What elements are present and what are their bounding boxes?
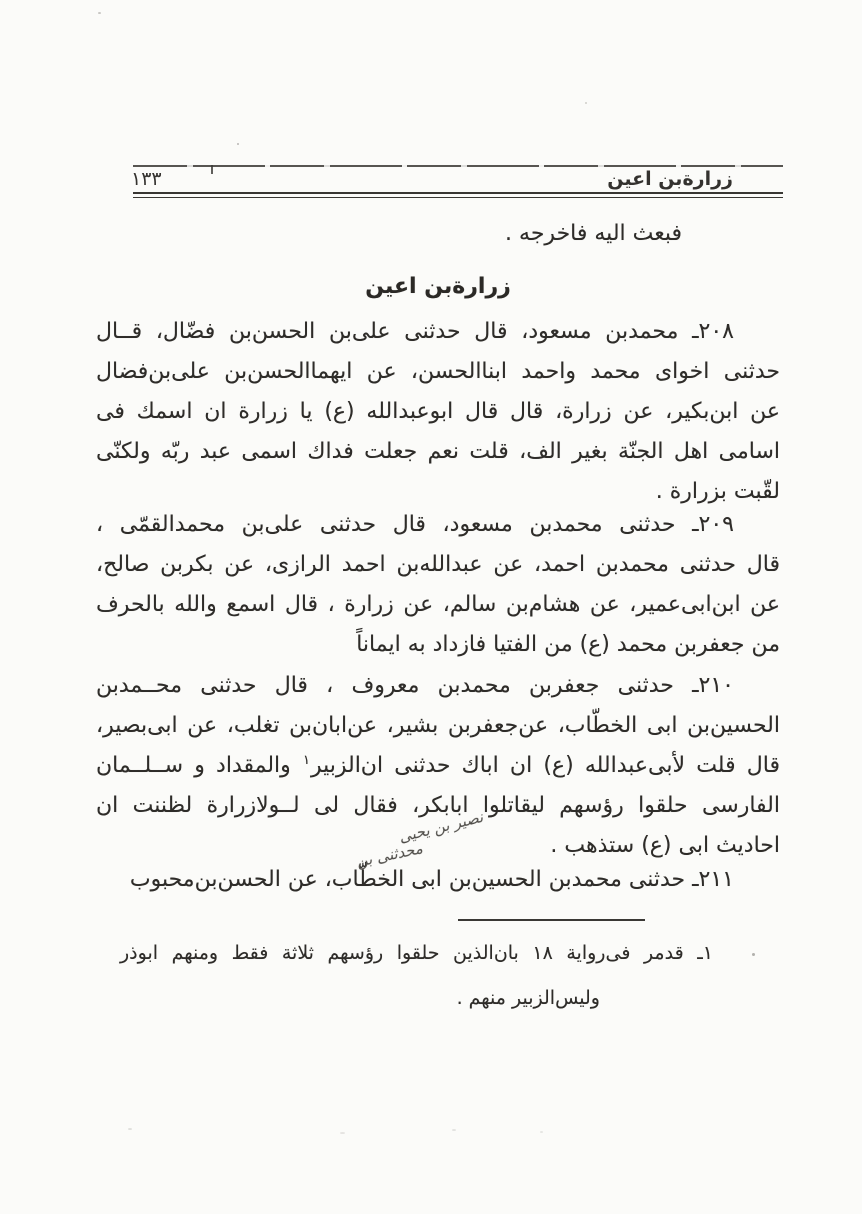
scan-speck (585, 102, 587, 104)
paragraph-line: حدثنى اخواى محمد واحمد ابناالحسن، عن ايهماالحسن‌بن على‌بن‌فضال (96, 359, 780, 384)
paragraph-line: عن ابن‌ابى‌عمير، عن هشام‌بن سالم، عن زرارة ، قال اسمع والله بالحرف (96, 592, 780, 617)
handwritten-annotation: محدثنى بن (354, 839, 425, 871)
paragraph-line-part: والمقداد و ســلــمان (96, 753, 302, 778)
footnote-line: ١ـ قدمر فى‌رواية ١٨ بان‌الذين حلقوا رؤسهم ثلاثة فقط ومنهم ابوذر (120, 942, 713, 964)
footnote-line: وليس‌الزبير منهم . (456, 987, 600, 1009)
paragraph-211 (96, 860, 780, 900)
previous-section-closing (96, 214, 780, 254)
running-header-title: زرارةبن اعين (607, 168, 733, 190)
paragraph-line: احاديث ابى (ع) ستذهب . (550, 833, 780, 858)
paragraph-line: من جعفربن محمد (ع) من الفتيا فازداد به ايماناً (356, 632, 780, 657)
paragraph-line: ٢٠٩ـ حدثنى محمدبن مسعود، قال حدثنى على‌بن محمدالقمّى ، (96, 512, 734, 537)
header-double-rule (133, 192, 783, 198)
scan-speck (98, 12, 101, 14)
scan-speck (128, 1128, 132, 1130)
closing-line: فبعث اليه فاخرجه . (505, 221, 682, 246)
paragraph-line: ٢١١ـ حدثنى محمدبن الحسين‌بن ابى الخطّاب، عن الحسن‌بن‌محبوب (129, 867, 734, 892)
paragraph-line: قال حدثنى محمدبن احمد، عن عبدالله‌بن احمد الرازى، عن بكربن صالح، (96, 552, 780, 577)
scan-speck (237, 143, 239, 145)
paragraph-209 (96, 505, 780, 665)
paragraph-line: الحسين‌بن ابى الخطّاب، عن‌جعفربن بشير، عن‌ابان‌بن تغلب، عن ابى‌بصير، (96, 713, 780, 738)
footnote-separator-rule (458, 919, 645, 921)
paragraph-line: لقّبت بزرارة . (655, 479, 780, 504)
paragraph-line: عن ابن‌بكير، عن زرارة، قال قال ابوعبدالله (ع) يا زرارة ان اسمك فى (96, 399, 780, 424)
paragraph-line: ٢٠٨ـ محمدبن مسعود، قال حدثنى على‌بن الحسن‌بن فضّال، قــال (96, 319, 734, 344)
paragraph-line: اسامى اهل الجنّة بغير الف، قلت نعم جعلت فداك اسمى عبد ربّه ولكنّى (96, 439, 780, 464)
handwritten-annotation: نصير بن يحيى (396, 807, 485, 847)
scan-speck (752, 953, 755, 956)
scan-speck (452, 1129, 456, 1131)
paragraph-line (96, 746, 780, 786)
paragraph-line: الفارسى حلقوا رؤسهم ليقاتلوا ابابكر، فقال لى لــولازرارة لظننت ان (96, 793, 780, 818)
footnote-reference-marker: ١ (302, 752, 310, 768)
paragraph-line-part: قال قلت لأبى‌عبدالله (ع) ان اباك حدثنى ان‌الزبير (310, 753, 780, 778)
paragraph-208 (96, 312, 780, 512)
scan-speck (540, 1131, 543, 1133)
paragraph-line: ٢١٠ـ حدثنى جعفربن محمدبن معروف ، قال حدثنى محــمدبن (96, 673, 734, 698)
header-rule-tick (211, 165, 213, 174)
scan-speck (340, 1132, 345, 1134)
page-number: ١٣٣ (131, 168, 162, 190)
header-top-rule (133, 165, 783, 167)
section-title: زرارةبن اعين (365, 274, 511, 299)
